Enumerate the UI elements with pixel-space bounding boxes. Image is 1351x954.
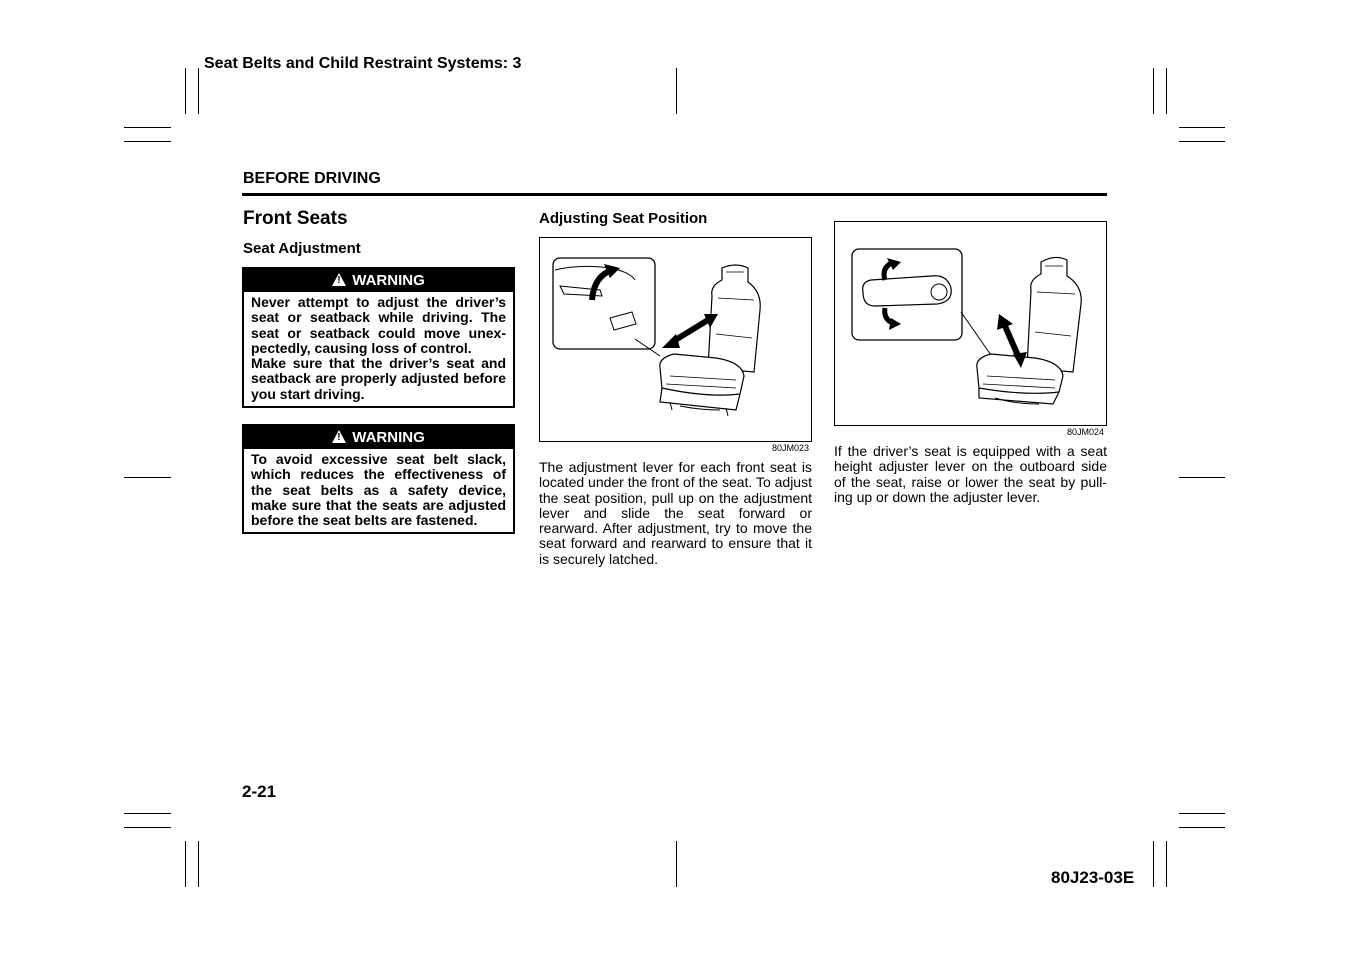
warning-box	[242, 424, 515, 534]
warning-triangle-icon: !	[332, 430, 346, 443]
crop-mark	[1179, 477, 1225, 478]
figure-code: 80JM024	[1067, 427, 1105, 437]
seat-position-illustration	[539, 237, 812, 442]
crop-mark	[676, 841, 677, 887]
document-code: 80J23-03E	[1051, 868, 1135, 887]
section-header: BEFORE DRIVING	[243, 170, 381, 187]
warning-header	[244, 269, 513, 292]
warning-paragraph: Make sure that the driver’s seat and seatback are properly adjusted before you start driving.	[251, 355, 506, 402]
crop-mark	[676, 68, 677, 114]
crop-mark	[124, 477, 171, 478]
crop-mark	[1179, 141, 1225, 142]
crop-mark	[198, 841, 199, 887]
warning-box	[242, 267, 515, 408]
crop-mark	[198, 68, 199, 114]
crop-mark	[1166, 841, 1167, 887]
height-paragraph: If the driver’s seat is equipped with a seat height adjuster lever on the outboard side of the seat, raise or lower the seat by pull-ing up or down the adjuster lever.	[834, 443, 1107, 505]
crop-mark	[124, 827, 171, 828]
seat-height-illustration	[834, 221, 1107, 426]
running-header: Seat Belts and Child Restraint Systems: 3	[204, 55, 522, 72]
crop-mark	[124, 813, 171, 814]
warning-paragraph: Never attempt to adjust the driver’s seat or seatback while driving. The seat or seatback could move unex-pectedly, causing loss of control.	[251, 294, 506, 356]
header-rule	[242, 193, 1107, 196]
warning-label: WARNING	[352, 272, 425, 289]
crop-mark	[185, 841, 186, 887]
warning-paragraph: To avoid excessive seat belt slack, which reduces the effectiveness of the seat belts as a safety device, make sure that the seats are adjusted before the seat belts are fastened.	[251, 451, 506, 529]
crop-mark	[1179, 127, 1225, 128]
crop-mark	[1153, 68, 1154, 114]
figure-code: 80JM023	[772, 443, 810, 453]
warning-text	[244, 449, 513, 532]
crop-mark	[1179, 827, 1225, 828]
crop-mark	[124, 127, 171, 128]
warning-header	[244, 426, 513, 449]
section-subtitle: Seat Adjustment	[243, 240, 361, 257]
page-number: 2-21	[242, 782, 277, 801]
crop-mark	[1166, 68, 1167, 114]
warning-label: WARNING	[352, 429, 425, 446]
crop-mark	[185, 68, 186, 114]
adjusting-heading: Adjusting Seat Position	[539, 210, 708, 227]
warning-text	[244, 292, 513, 406]
adjusting-paragraph: The adjustment lever for each front seat is located under the front of the seat. To adjust the seat position, pull up on the adjustment lever and slide the seat forward or rearward. After adjustment, try to move the seat forward and rearward to ensure that it is securely latched.	[539, 459, 812, 567]
warning-triangle-icon: !	[332, 273, 346, 286]
page-title: Front Seats	[243, 208, 348, 229]
crop-mark	[1153, 841, 1154, 887]
seat-height-diagram	[835, 222, 1106, 425]
seat-slide-diagram	[540, 238, 811, 441]
crop-mark	[124, 141, 171, 142]
crop-mark	[1179, 813, 1225, 814]
